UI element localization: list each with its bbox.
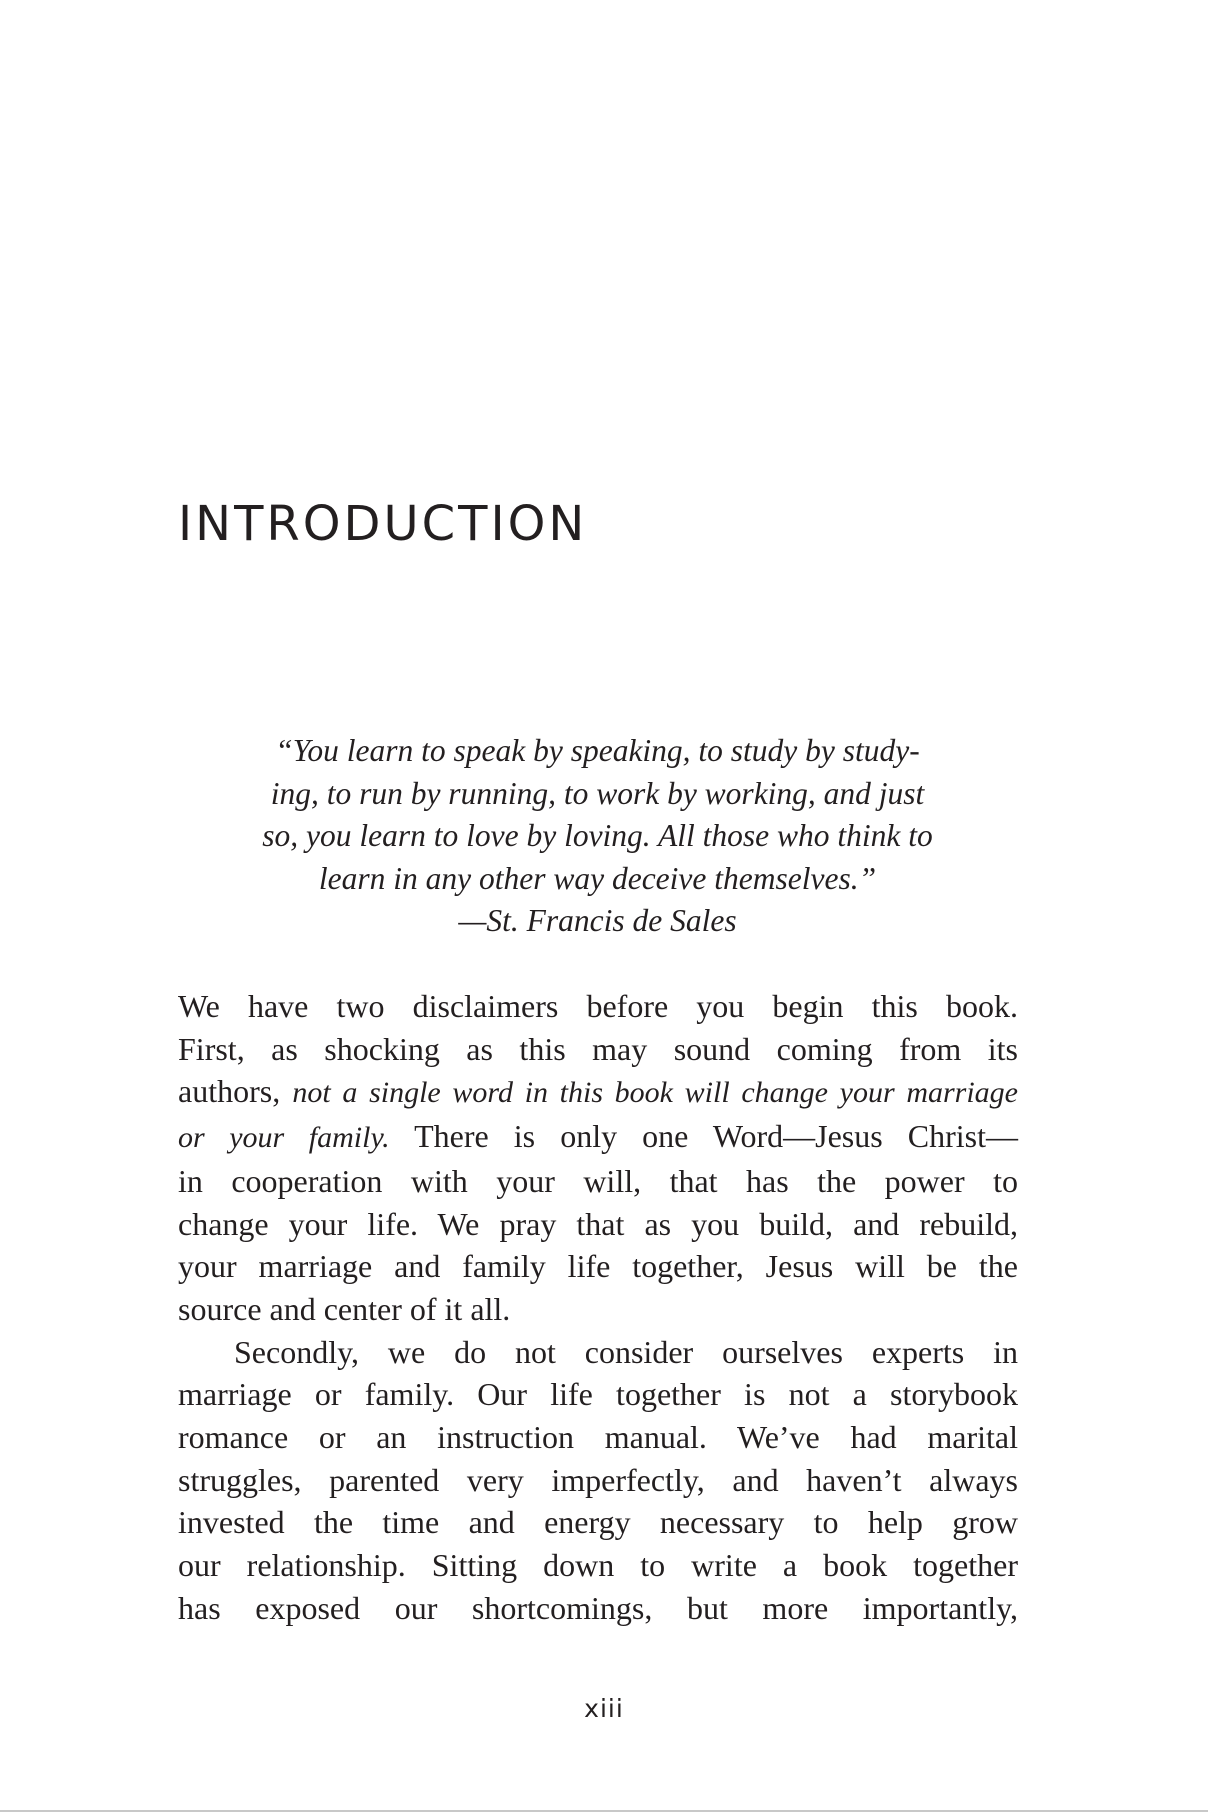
paragraph-disclaimers	[178, 985, 1018, 1331]
text-line: romance or an instruction manual. We’ve had marital	[178, 1419, 1018, 1456]
text-line: marriage or family. Our life together is not a storybook	[178, 1376, 1018, 1413]
text-line	[178, 1070, 1018, 1115]
epigraph-attribution: —St. Francis de Sales	[458, 903, 737, 938]
text-line: Secondly, we do not consider ourselves experts in	[234, 1333, 1018, 1370]
text-line: our relationship. Sitting down to write a book together	[178, 1547, 1018, 1584]
text-line: struggles, parented very imperfectly, and haven’t always	[178, 1461, 1018, 1498]
text-line: First, as shocking as this may sound coming from its	[178, 1030, 1018, 1067]
epigraph-line: so, you learn to love by loving. All those who think to	[262, 818, 933, 853]
page-number: xiii	[584, 1694, 624, 1723]
page-bottom-edge	[0, 1810, 1208, 1812]
epigraph-quote	[230, 730, 965, 943]
emphasis-text: not a single word in this book will change your marriage	[292, 1076, 1019, 1110]
text-line	[178, 1115, 1018, 1160]
body-text	[178, 985, 1018, 1630]
text-line: invested the time and energy necessary to help grow	[178, 1504, 1018, 1541]
epigraph-line: ing, to run by running, to work by working, and just	[270, 775, 925, 811]
text-span: authors,	[178, 1073, 293, 1110]
text-line: change your life. We pray that as you build, and rebuild,	[178, 1205, 1018, 1242]
emphasis-text: or your family.	[178, 1121, 390, 1155]
text-line: in cooperation with your will, that has the power to	[178, 1162, 1018, 1199]
chapter-title: INTRODUCTION	[178, 496, 588, 552]
text-line: source and center of it all.	[178, 1290, 511, 1327]
text-line: We have two disclaimers before you begin this book.	[178, 988, 1018, 1024]
text-line: your marriage and family life together, Jesus will be the	[178, 1248, 1018, 1285]
epigraph-line: “You learn to speak by speaking, to study by study-	[275, 733, 920, 768]
text-line: has exposed our shortcomings, but more importantly,	[178, 1589, 1018, 1626]
text-span: There is only one Word—Jesus Christ—	[389, 1118, 1018, 1155]
epigraph-line: learn in any other way deceive themselves.”	[318, 860, 877, 896]
paragraph-secondly	[178, 1331, 1018, 1630]
